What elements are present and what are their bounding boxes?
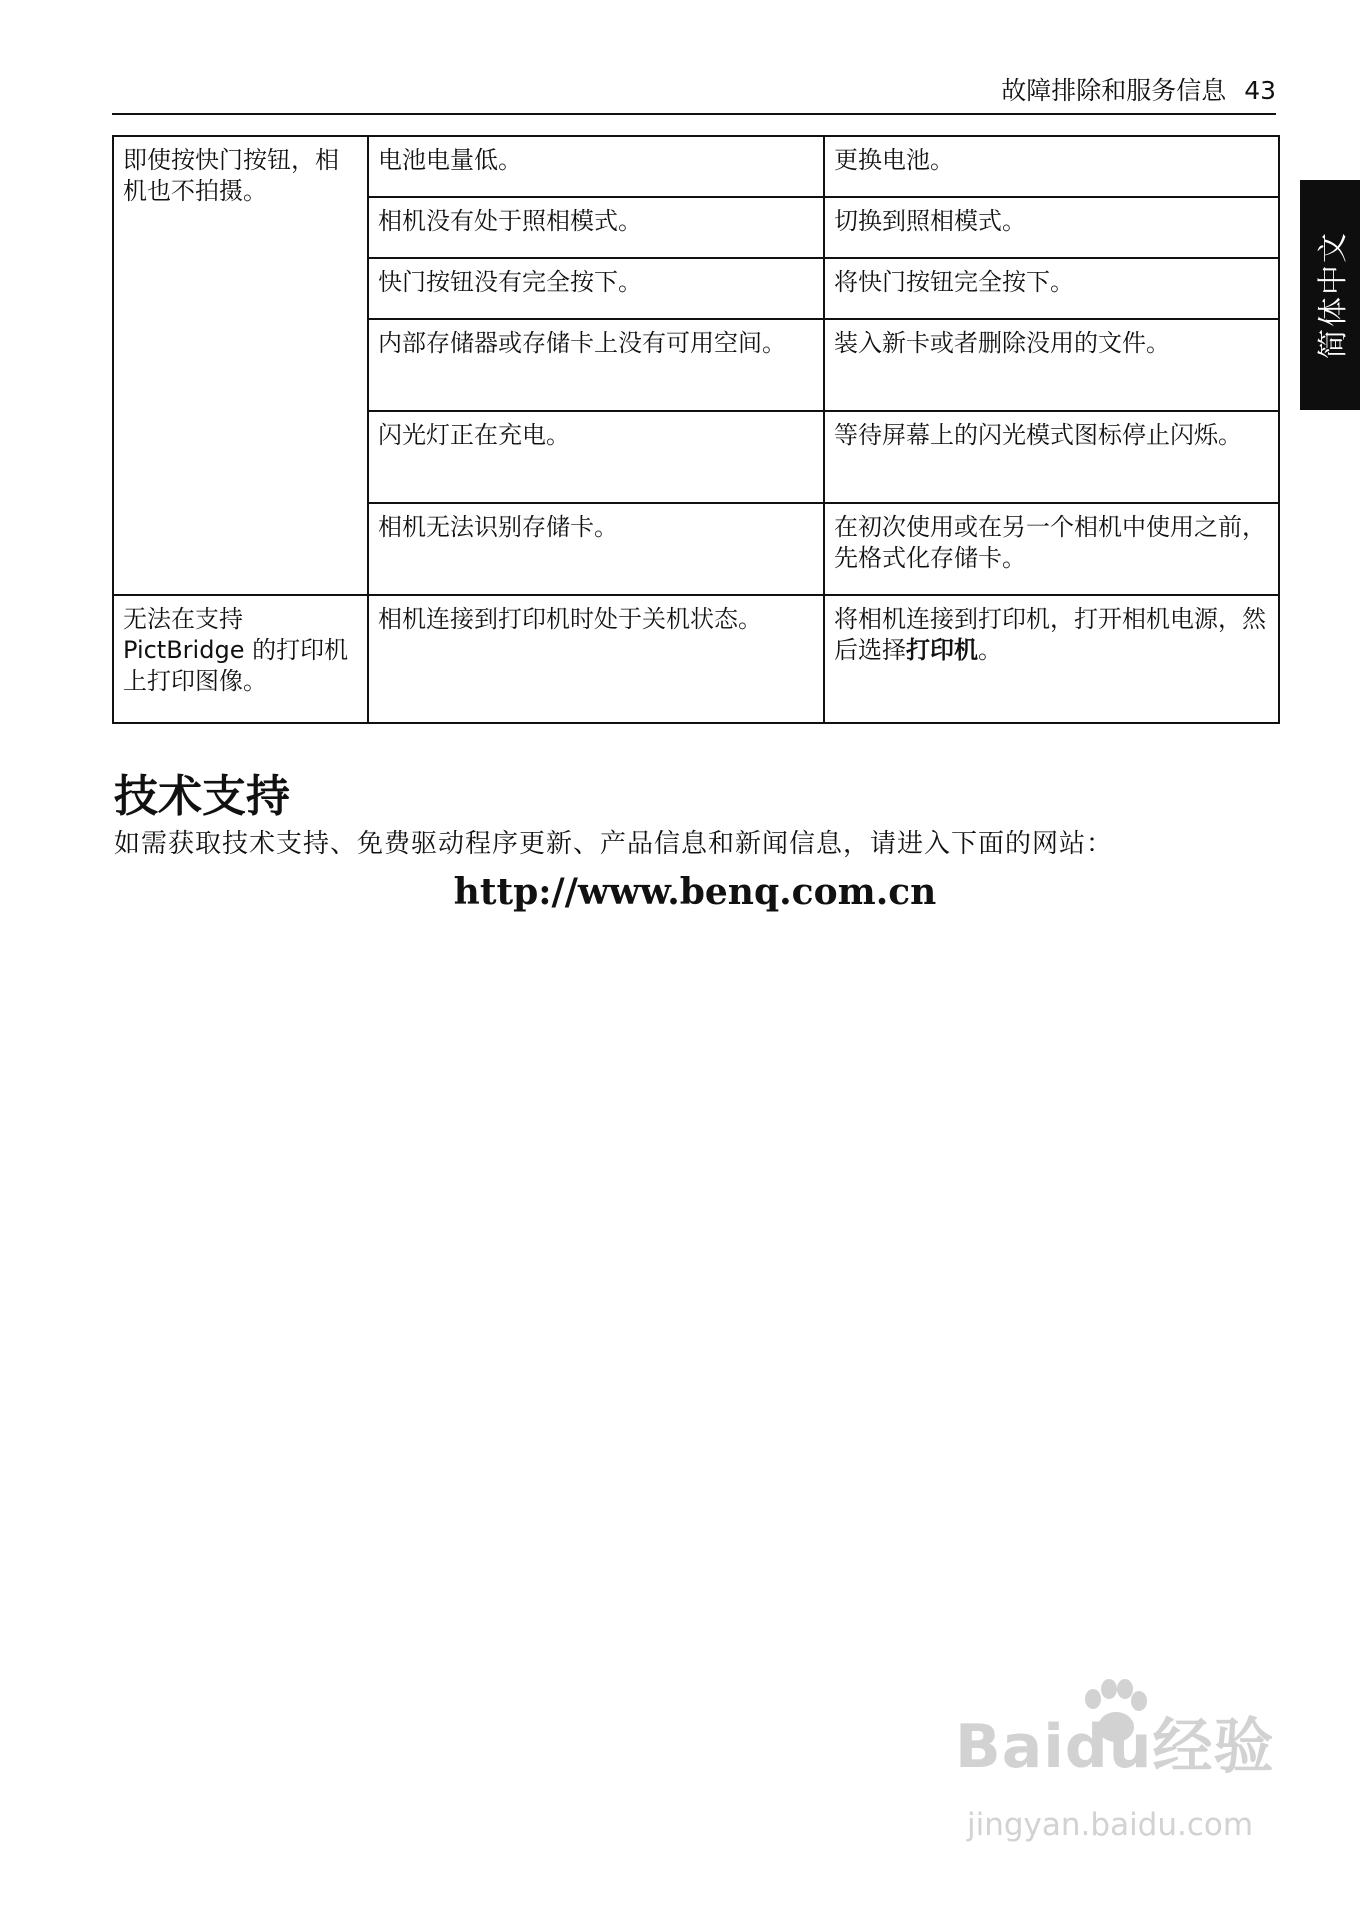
solution-text: 等待屏幕上的闪光模式图标停止闪烁。 [834, 421, 1242, 449]
cause-cell [368, 197, 824, 258]
solution-text: 更换电池。 [834, 146, 954, 174]
watermark-domain: jingyan.baidu.com [967, 1807, 1254, 1843]
problem-text: 即使按快门按钮，相机也不拍摄。 [123, 146, 339, 205]
watermark [955, 1705, 1295, 1875]
cause-cell [368, 258, 824, 319]
cause-text: 相机无法识别存储卡。 [378, 513, 618, 541]
solution-cell [824, 258, 1279, 319]
solution-cell [824, 595, 1279, 723]
solution-text-end: 。 [978, 636, 1002, 664]
table-row [113, 136, 1279, 197]
problem-cell [113, 595, 368, 723]
header-section-title: 故障排除和服务信息 [1001, 76, 1227, 105]
solution-text: 在初次使用或在另一个相机中使用之前，先格式化存储卡。 [834, 513, 1266, 572]
cause-cell [368, 136, 824, 197]
solution-text: 切换到照相模式。 [834, 207, 1026, 235]
solution-cell [824, 319, 1279, 411]
header-divider [112, 113, 1276, 115]
cause-text: 快门按钮没有完全按下。 [378, 268, 642, 296]
cause-cell [368, 595, 824, 723]
cause-text: 闪光灯正在充电。 [378, 421, 570, 449]
cause-cell [368, 503, 824, 595]
section-title: 技术支持 [114, 771, 290, 822]
table-row [113, 595, 1279, 723]
solution-cell [824, 503, 1279, 595]
running-header [1001, 74, 1276, 108]
support-url[interactable]: http://www.benq.com.cn [453, 871, 937, 913]
cause-text: 相机没有处于照相模式。 [378, 207, 642, 235]
language-tab-label: 简体中文 [1316, 231, 1351, 359]
problem-cell [113, 136, 368, 595]
language-tab [1300, 180, 1360, 410]
cause-cell [368, 319, 824, 411]
solution-text: 将相机连接到打印机，打开相机电源，然后选择 [834, 605, 1266, 664]
cause-text: 内部存储器或存储卡上没有可用空间。 [378, 329, 786, 357]
troubleshooting-table [112, 135, 1280, 724]
cause-text: 电池电量低。 [378, 146, 522, 174]
cause-cell [368, 411, 824, 503]
page-number: 43 [1244, 76, 1276, 105]
solution-menu-option: 打印机 [906, 636, 978, 664]
solution-text: 将快门按钮完全按下。 [834, 268, 1074, 296]
cause-text: 相机连接到打印机时处于关机状态。 [378, 605, 762, 633]
solution-cell [824, 411, 1279, 503]
solution-cell [824, 136, 1279, 197]
watermark-logo: Baidu经验 [955, 1712, 1275, 1782]
section-body: 如需获取技术支持、免费驱动程序更新、产品信息和新闻信息，请进入下面的网站： [114, 829, 1114, 859]
problem-text: 无法在支持 PictBridge 的打印机上打印图像。 [123, 605, 349, 695]
solution-cell [824, 197, 1279, 258]
solution-text: 装入新卡或者删除没用的文件。 [834, 329, 1170, 357]
